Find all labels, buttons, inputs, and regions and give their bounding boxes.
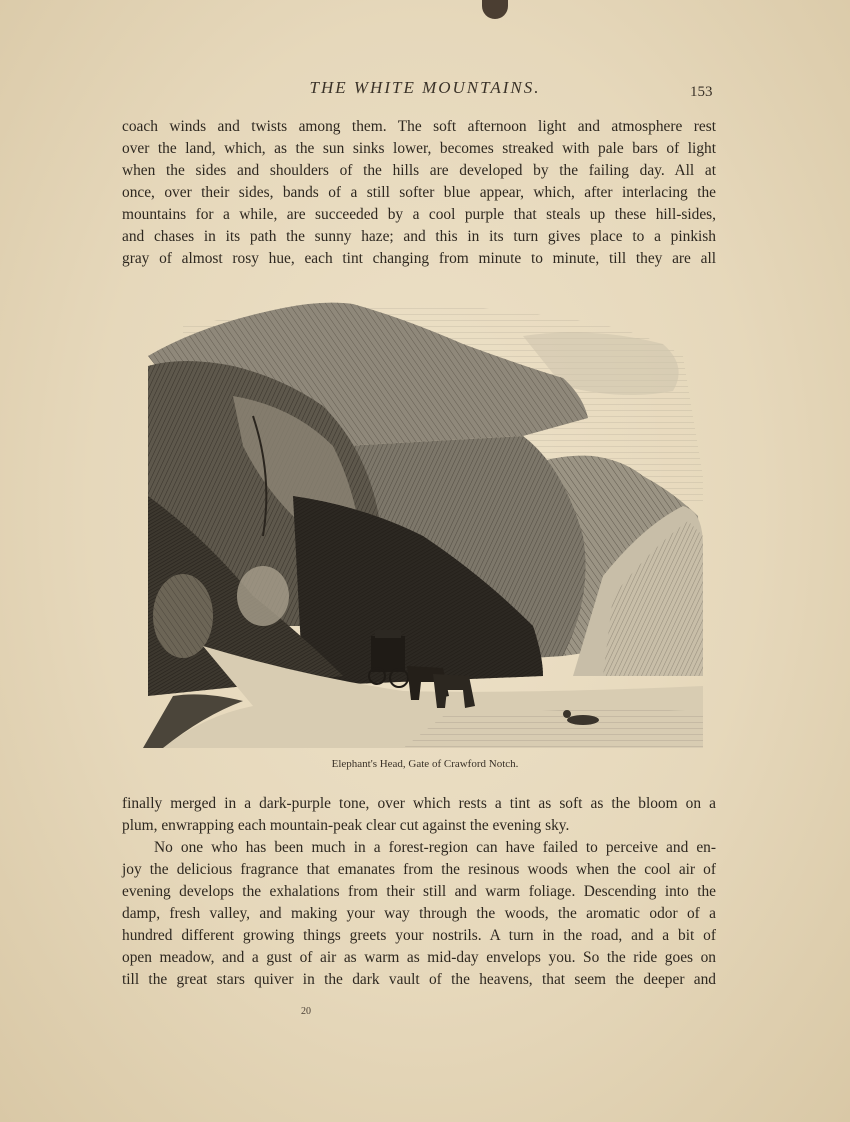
text-line: hundred different growing things greets your nostrils. A turn in the road, and a bit of: [122, 927, 716, 944]
text-line: damp, fresh valley, and making your way through the woods, the aromatic odor of a: [122, 905, 716, 922]
text-line: gray of almost rosy hue, each tint changing from minute to minute, till they are all: [122, 250, 716, 267]
text-line: No one who has been much in a forest-region can have failed to perceive and en-: [154, 839, 716, 856]
bottom-paragraphs: [122, 793, 716, 991]
text-line: open meadow, and a gust of air as warm as mid-day envelops you. So the ride goes on: [122, 949, 716, 966]
text-line: finally merged in a dark-purple tone, over which rests a tint as soft as the bloom on a: [122, 795, 716, 812]
illustration-caption: Elephant's Head, Gate of Crawford Notch.: [331, 758, 519, 770]
page-number: 153: [690, 84, 713, 100]
text-line: evening develops the exhalations from their still and warm foliage. Descending into the: [122, 883, 716, 900]
text-line: when the sides and shoulders of the hills are developed by the failing day. All at: [122, 162, 716, 179]
text-line: over the land, which, as the sun sinks lower, becomes streaked with pale bars of light: [122, 140, 716, 157]
text-line: and chases in its path the sunny haze; and this in its turn gives place to a pinkish: [122, 228, 716, 245]
engraving-illustration: [143, 296, 707, 748]
binding-hole: [482, 0, 508, 19]
top-paragraph: [122, 116, 716, 270]
text-line: plum, enwrapping each mountain-peak clear cut against the evening sky.: [122, 817, 570, 834]
text-line: once, over their sides, bands of a still softer blue appear, which, after interlacing the: [122, 184, 716, 201]
running-head: THE WHITE MOUNTAINS.: [309, 78, 541, 97]
text-line: till the great stars quiver in the dark vault of the heavens, that seem the deeper and: [122, 971, 716, 988]
text-line: joy the delicious fragrance that emanates from the resinous woods when the cool air of: [122, 861, 716, 878]
text-line: mountains for a while, are succeeded by a cool purple that steals up these hill-sides,: [122, 206, 716, 223]
signature-mark: 20: [301, 1006, 311, 1017]
text-line: coach winds and twists among them. The soft afternoon light and atmosphere rest: [122, 118, 716, 135]
